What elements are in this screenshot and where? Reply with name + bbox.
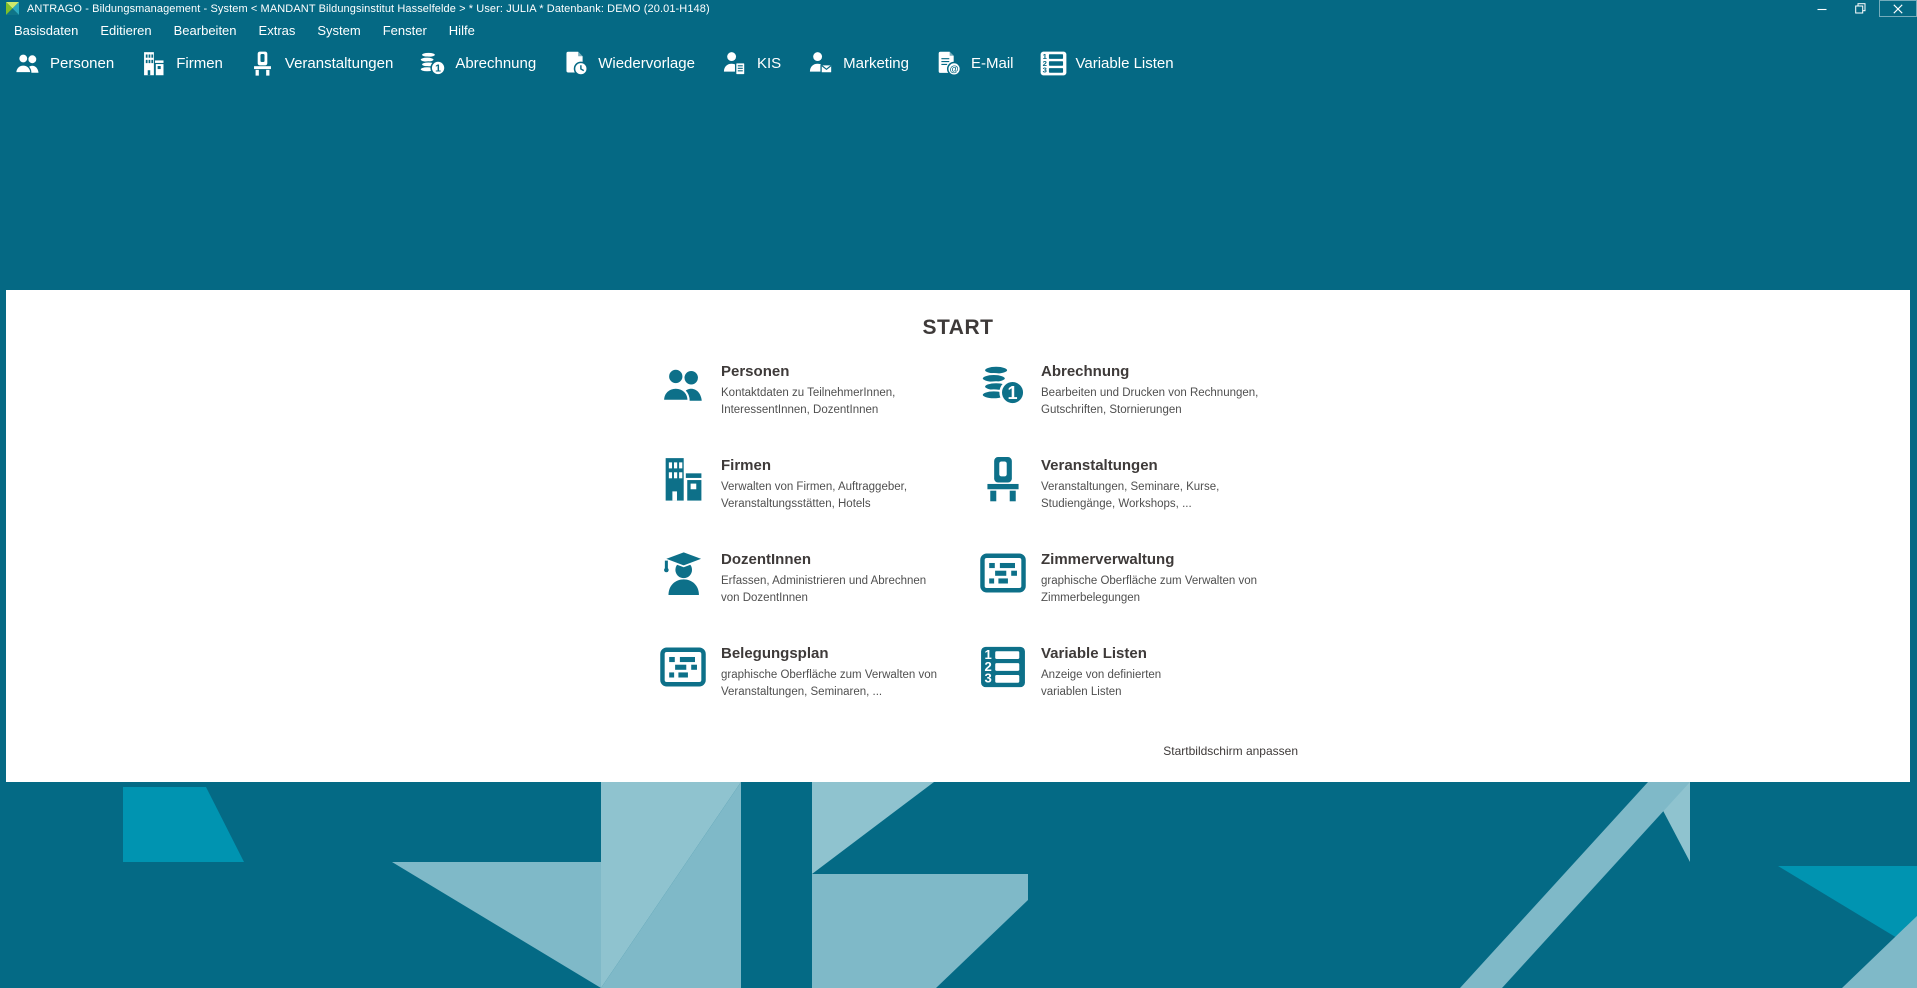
toolbar-button-e-mail[interactable]	[922, 43, 1027, 83]
svg-text:3: 3	[1042, 65, 1047, 75]
menu-item-bearbeiten[interactable]: Bearbeiten	[173, 22, 237, 38]
toolbar-label: Veranstaltungen	[284, 54, 394, 72]
toolbar-button-wiedervorlage[interactable]	[549, 43, 708, 83]
svg-text:2: 2	[1042, 58, 1047, 68]
start-panel-footer	[658, 742, 1298, 760]
two-people-icon	[14, 51, 41, 76]
window-title: ANTRAGO - Bildungsmanagement - System < MANDANT Bildungsinstitut Hasselfelde > * User: JULIA * Datenbank: DEMO (20.01-H148)	[27, 2, 710, 15]
toolbar-button-personen[interactable]	[1, 43, 127, 83]
toolbar-label: KIS	[756, 54, 782, 72]
minimize-icon	[1817, 4, 1827, 14]
restore-button[interactable]	[1841, 0, 1879, 17]
menu-bar	[0, 17, 1917, 43]
background-triangle-pattern	[0, 782, 1917, 988]
tile-description-line: graphische Oberfläche zum Verwalten von	[721, 669, 938, 681]
numbered-list-icon	[978, 644, 1028, 694]
tile-title: Variable Listen	[1041, 645, 1147, 662]
tile-description-line: Veranstaltungsstätten, Hotels	[721, 498, 871, 510]
tile-description-line: Kontaktdaten zu TeilnehmerInnen,	[721, 387, 896, 399]
coins-invoice-icon	[978, 362, 1028, 412]
tile-description-line: graphische Oberfläche zum Verwalten von	[1041, 575, 1258, 587]
svg-text:1: 1	[1007, 382, 1018, 403]
coins-invoice-icon	[419, 51, 446, 76]
tile-text	[1041, 362, 1258, 426]
menu-item-fenster[interactable]: Fenster	[382, 22, 427, 38]
toolbar-button-variable-listen[interactable]	[1027, 43, 1187, 83]
tile-text	[1041, 456, 1219, 520]
start-tile-belegungsplan[interactable]	[658, 644, 978, 708]
two-people-icon	[658, 362, 708, 412]
tile-description-line: InteressentInnen, DozentInnen	[721, 404, 879, 416]
tile-description-line: Veranstaltungen, Seminaren, ...	[721, 686, 883, 698]
tile-description-line: Studiengänge, Workshops, ...	[1041, 498, 1192, 510]
toolbar-button-abrechnung[interactable]	[406, 43, 549, 83]
close-button[interactable]	[1879, 0, 1917, 17]
menu-item-extras[interactable]: Extras	[258, 22, 296, 38]
window-controls	[1803, 0, 1917, 17]
tile-text	[1041, 550, 1257, 614]
numbered-list-icon	[1040, 51, 1067, 76]
menu-item-system[interactable]: System	[317, 22, 361, 38]
tile-title: DozentInnen	[721, 551, 811, 568]
tile-description-line: Gutschriften, Stornierungen	[1041, 404, 1182, 416]
lectern-icon	[249, 51, 276, 76]
tile-text	[721, 456, 907, 520]
tile-description-line: Erfassen, Administrieren und Abrechnen	[721, 575, 927, 587]
document-clock-icon	[562, 51, 589, 76]
tile-text	[721, 644, 937, 708]
start-tile-personen[interactable]	[658, 362, 978, 426]
tile-description-line: Bearbeiten und Drucken von Rechnungen,	[1041, 387, 1259, 399]
lectern-icon	[978, 456, 1028, 506]
menu-item-basisdaten[interactable]: Basisdaten	[14, 22, 79, 38]
tile-title: Zimmerverwaltung	[1041, 551, 1175, 568]
toolbar-button-kis[interactable]	[708, 43, 794, 83]
toolbar-button-marketing[interactable]	[794, 43, 922, 83]
tile-description-line: Verwalten von Firmen, Auftraggeber,	[721, 481, 908, 493]
main-content	[0, 83, 1917, 988]
tile-title: Personen	[721, 363, 790, 380]
tile-description-line: Veranstaltungen, Seminare, Kurse,	[1041, 481, 1220, 493]
tile-title: Abrechnung	[1041, 363, 1130, 380]
start-tiles-grid	[658, 362, 1298, 708]
tile-text	[721, 362, 895, 426]
tile-description-line: Zimmerbelegungen	[1041, 592, 1141, 604]
start-tile-veranstaltungen[interactable]	[978, 456, 1298, 520]
company-buildings-icon	[658, 456, 708, 506]
titlebar	[0, 0, 1917, 17]
tile-text	[721, 550, 926, 614]
svg-text:@: @	[949, 63, 959, 74]
tile-description-line: variablen Listen	[1041, 686, 1122, 698]
toolbar-label: Wiedervorlage	[598, 54, 695, 72]
tile-title: Firmen	[721, 457, 772, 474]
toolbar	[0, 43, 1917, 83]
start-tile-variable-listen[interactable]	[978, 644, 1298, 708]
close-icon	[1893, 4, 1903, 14]
toolbar-label: E-Mail	[970, 54, 1014, 72]
toolbar-label: Variable Listen	[1075, 54, 1174, 72]
toolbar-label: Marketing	[843, 54, 909, 72]
start-tile-firmen[interactable]	[658, 456, 978, 520]
app-logo-icon	[6, 2, 19, 15]
occupancy-grid-icon	[658, 644, 708, 694]
menu-item-hilfe[interactable]: Hilfe	[448, 22, 475, 38]
tile-title: Belegungsplan	[721, 645, 829, 662]
start-heading: START	[922, 316, 994, 339]
svg-text:1: 1	[435, 62, 442, 75]
menu-item-editieren[interactable]: Editieren	[100, 22, 152, 38]
document-at-sign-icon	[935, 51, 962, 76]
start-tile-zimmerverwaltung[interactable]	[978, 550, 1298, 614]
toolbar-button-veranstaltungen[interactable]	[236, 43, 406, 83]
toolbar-label: Firmen	[176, 54, 223, 72]
start-tile-dozentinnen[interactable]	[658, 550, 978, 614]
svg-text:1: 1	[984, 647, 992, 663]
graduate-icon	[658, 550, 708, 600]
tile-title: Veranstaltungen	[1041, 457, 1158, 474]
person-document-icon	[721, 51, 748, 76]
start-tile-abrechnung[interactable]	[978, 362, 1298, 426]
minimize-button[interactable]	[1803, 0, 1841, 17]
svg-text:2: 2	[984, 658, 992, 674]
svg-text:3: 3	[984, 670, 992, 686]
svg-text:1: 1	[1042, 51, 1047, 61]
toolbar-label: Personen	[50, 54, 115, 72]
restore-icon	[1855, 3, 1866, 14]
tile-text	[1041, 644, 1161, 708]
company-buildings-icon	[140, 51, 167, 76]
toolbar-button-firmen[interactable]	[127, 43, 236, 83]
start-panel	[6, 290, 1910, 782]
customize-start-screen-link[interactable]: Startbildschirm anpassen	[1163, 744, 1298, 758]
toolbar-label: Abrechnung	[455, 54, 537, 72]
person-envelope-icon	[807, 51, 834, 76]
tile-description-line: von DozentInnen	[721, 592, 808, 604]
occupancy-grid-icon	[978, 550, 1028, 600]
tile-description-line: Anzeige von definierten	[1041, 669, 1162, 681]
